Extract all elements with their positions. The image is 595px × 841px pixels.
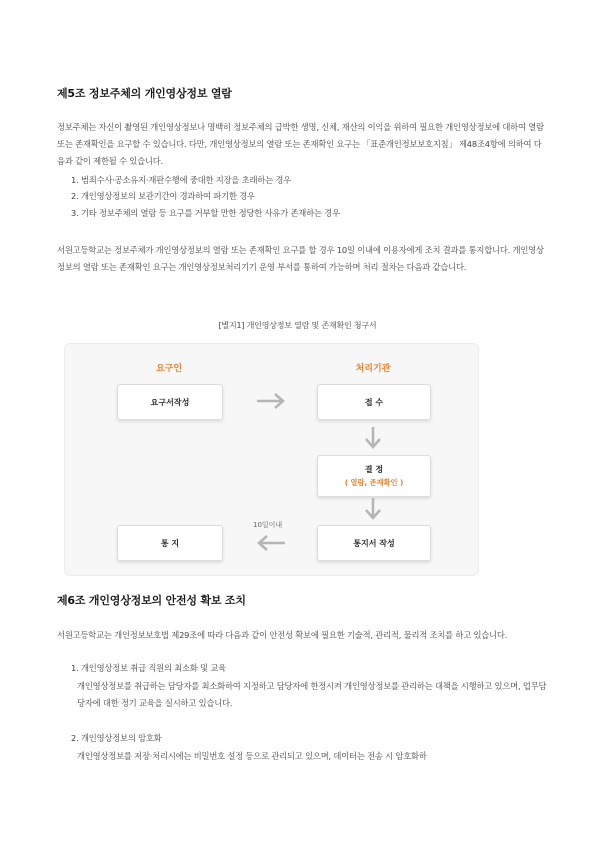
receive-label: 접 수 xyxy=(364,397,384,407)
section5-list-item-1: 1. 범죄수사·공소유지·재판수행에 중대한 지장을 초래하는 경우 xyxy=(71,175,291,185)
section6-title: 제6조 개인영상정보의 안전성 확보 조치 xyxy=(57,594,246,607)
arrow-down-icon xyxy=(364,426,382,450)
notify-box xyxy=(117,525,223,561)
notice-write-label: 통지서 작성 xyxy=(353,538,395,548)
section6-item1-title: 1. 개인영상정보 취급 직원의 최소화 및 교육 xyxy=(71,663,226,673)
decision-box xyxy=(317,455,431,497)
request-form-box xyxy=(117,384,223,420)
section6-item1-body: 개인영상정보를 취급하는 담당자를 최소화하여 지정하고 담당자에 한정시켜 개인영상정보를 관리하는 대책을 시행하고 있으며, 업무담당자에 대한 정기 교육을 실시하고 있습니다. xyxy=(77,681,547,708)
arrow-left-icon xyxy=(255,534,287,552)
section6-item2-title: 2. 개인영상정보의 암호화 xyxy=(71,733,162,743)
notice-write-box xyxy=(317,525,431,561)
section5-list-item-2: 2. 개인영상정보의 보관기간이 경과하여 파기한 경우 xyxy=(71,191,255,201)
request-form-label: 요구서작성 xyxy=(150,397,190,407)
section5-title: 제5조 정보주체의 개인영상정보 열람 xyxy=(57,87,232,100)
requester-heading: 요구인 xyxy=(155,364,183,374)
process-diagram xyxy=(64,343,479,576)
section5-paragraph-1: 정보주체는 자신이 촬영된 개인영상정보나 명백히 정보주체의 급박한 생명, 신체, 재산의 이익을 위하여 필요한 개인영상정보에 대하여 열람 또는 존재확인을 요구할 수 있습니다. 다만, 개인영상정보의 열람 또는 존재확인 요구는 「표준개인정보보호지침」 제48조4항에 의하여 다음과 같이 제한될 수 있습니다. xyxy=(57,122,544,166)
ten-days-note: 10일이내 xyxy=(253,521,283,529)
section6-paragraph-1: 서원고등학교는 개인정보보호법 제29조에 따라 다음과 같이 안전성 확보에 필요한 기술적, 관리적, 물리적 조치를 하고 있습니다. xyxy=(57,630,508,640)
section5-paragraph-2: 서원고등학교는 정보주체가 개인영상정보의 열람 또는 존재확인 요구를 할 경우 10일 이내에 이용자에게 조치 결과를 통지합니다. 개인영상정보의 열람 또는 존재확인 요구는 개인영상정보처리기기 운영 부서를 통하여 가능하며 처리 절차는 다음과 같습니다. xyxy=(57,245,544,272)
decision-label: 결 정 xyxy=(364,465,384,474)
processor-heading: 처리기관 xyxy=(355,364,391,374)
figure-caption: [별지1] 개인영상정보 열람 및 존재확인 청구서 xyxy=(218,321,377,330)
receive-box xyxy=(317,384,431,420)
arrow-down-icon xyxy=(364,497,382,521)
arrow-right-icon xyxy=(255,392,287,410)
notify-label: 통 지 xyxy=(160,538,180,548)
section5-list-item-3: 3. 기타 정보주체의 열람 등 요구를 거부할 만한 정당한 사유가 존재하는 경우 xyxy=(71,208,340,218)
section6-item2-body: 개인영상정보를 저장·처리시에는 비밀번호 설정 등으로 관리되고 있으며, 데이터는 전송 시 암호화하 xyxy=(77,751,427,761)
decision-sub-label: ( 열람, 존재확인 ) xyxy=(344,478,404,487)
